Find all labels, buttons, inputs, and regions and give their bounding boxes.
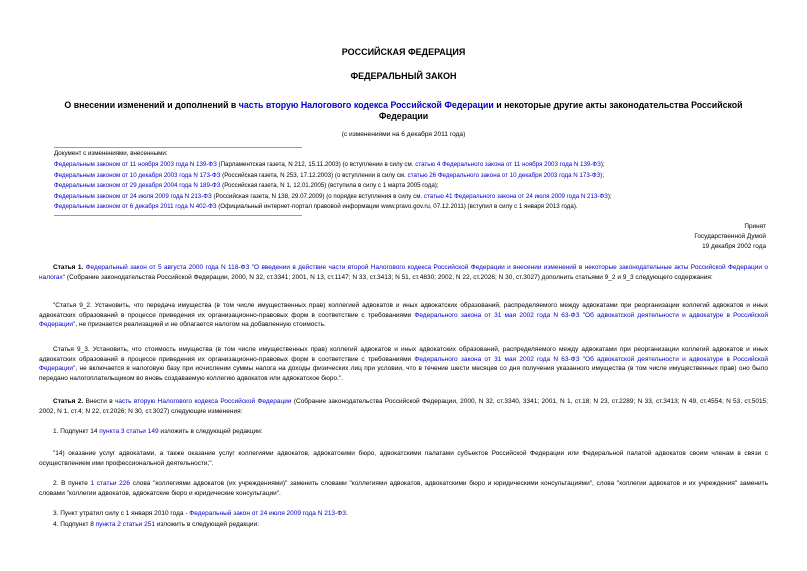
article-9-2-link-law-63[interactable]: Федерального закона от 31 мая 2002 года N 63-ФЗ "Об адвокатской деятельности и адвокатуре в Российской Федерации" (39, 311, 768, 329)
changes-lead: Документ с изменениями, внесенными: (54, 150, 168, 157)
item-3-end: . (346, 510, 348, 517)
item-1-end: изложить в следующей редакции: (158, 428, 263, 435)
change-item (54, 181, 766, 192)
header-country: РОССИЙСКАЯ ФЕДЕРАЦИЯ (341, 47, 466, 57)
article-1-label: Статья 1. (53, 264, 84, 271)
item-2-link[interactable]: 1 статьи 226 (90, 480, 131, 487)
adopted-by: Государственной Думой (694, 233, 766, 240)
adopted-label: Принят (744, 223, 766, 230)
article-2-link-tax-code[interactable]: часть вторую Налогового кодекса Российской Федерации (114, 398, 292, 405)
change-link-secondary[interactable]: статью 26 Федерального закона от 10 декабря 2003 года N 173-ФЗ (407, 171, 601, 179)
item-1 (39, 427, 768, 437)
change-text: (Российская газета, N 253, 17.12.2003) (о вступлении в силу см. (220, 171, 408, 179)
change-end: ); (600, 161, 605, 168)
edition-note: (с изменениями на 6 декабря 2011 года) (341, 131, 466, 138)
change-item (54, 160, 766, 171)
change-text: (Российская газета, N 1, 12.01.2005) (вступила в силу с 1 марта 2005 года); (220, 182, 439, 189)
change-link[interactable]: Федеральным законом от 11 ноября 2003 года N 139-ФЗ (54, 161, 217, 168)
change-item (54, 202, 766, 213)
changes-block (54, 147, 766, 213)
item-1-quote (39, 449, 768, 468)
item-4 (39, 520, 768, 530)
item-3-text: 3. Пункт утратил силу с 1 января 2010 года - (53, 510, 190, 517)
item-1-link[interactable]: пункта 3 статьи 149 (99, 428, 159, 435)
item-4-end: изложить в следующей редакции: (154, 521, 260, 528)
article-1-link-law-118[interactable]: Федеральный закон от 5 августа 2000 года N 118-ФЗ "О введении в действие части второй Налогового кодекса Российской Федерации и внесении изменений в некоторые законодательные акты Российской Федерации о налогах" (39, 264, 768, 281)
adopted-date: 19 декабря 2002 года (702, 243, 766, 250)
change-text: (Российская газета, N 138, 29.07.2009) (о порядке вступления в силу см. (211, 192, 424, 200)
change-link[interactable]: Федеральным законом от 6 декабря 2011 года N 402-ФЗ (54, 203, 217, 210)
item-4-text: 4. Подпункт 8 (53, 521, 96, 528)
article-2-text: (Собрание законодательства Российской Федерации, 2000, N 32, ст.3340, 3341; 2001, N 1, ст.18; N 23, ст.2289; N 33, ст.3413; N 49, ст.4554; N 53, ст.5015; 2002, N 1, ст.4; N 22, ст.2026; N 30, ст.3027) следующие изменения: (39, 398, 768, 415)
title-link-tax-code[interactable]: часть вторую Налогового кодекса Российской Федерации (238, 100, 494, 110)
change-item (54, 192, 766, 203)
change-text: (Официальный интернет-портал правовой информации www.pravo.gov.ru, 07.12.2011) (вступил в силу с 1 января 2013 года). (216, 203, 578, 210)
change-end: ); (600, 171, 605, 179)
change-link-secondary[interactable]: статью 41 Федерального закона от 24 июля 2009 года N 213-ФЗ (423, 192, 608, 200)
article-9-3-link-law-63[interactable]: Федерального закона от 31 мая 2002 года N 63-ФЗ "Об адвокатской деятельности и адвокатуре в Российской Федерации" (39, 355, 768, 373)
article-1-intro (39, 263, 768, 282)
change-item (54, 171, 766, 182)
item-2-end: слова "коллегиями адвокатов (их учреждениями)" заменить словами "коллегиями адвокатов, адвокатскими бюро и юридическими консультациями", слова "коллегии адвокатов и их учреждения" заменить словами "коллегии адвокатов, адвокатские бюро и юридические консультации". (39, 480, 768, 497)
article-9-3-text: Статья 9_3. Установить, что стоимость имущества (в том числе имущественных прав) коллегий адвокатов и иных адвокатских образований, распределяемого между адвокатами при реорганизации коллегий адвокатов и иных адвокатских образований в процессе приведения их организационно-правовых форм в соответствие с требованиями (39, 346, 768, 363)
adoption-block (694, 222, 766, 252)
article-9-2-text: "Статья 9_2. Установить, что передача имущества (в том числе имущественных прав) коллегией адвокатов и иных адвокатских образований, распределяемого между адвокатами при реорганизации коллегий адвокатов и иных адвокатских образований в процессе приведения их организационно-правовых форм в соответствие с требованиями (39, 302, 768, 319)
article-2-intro (39, 397, 768, 416)
change-end: ); (607, 192, 612, 200)
item-2-text: 2. В пункте (53, 480, 91, 487)
quote-14: "14) оказание услуг адвокатами, а также оказание услуг коллегиями адвокатов, адвокатскими бюро, адвокатскими палатами субъектов Российской Федерации или Федеральной палатой адвокатов своим членам в связи с осуществлением ими профессиональной деятельности;". (39, 450, 768, 467)
item-1-text: 1. Подпункт 14 (53, 428, 100, 435)
change-link-secondary[interactable]: статью 4 Федерального закона от 11 ноября 2003 года N 139-ФЗ (415, 161, 601, 168)
document-title (40, 100, 767, 122)
article-9-3-end: , не включается в налоговую базу при исчислении суммы налога на доходы физических лиц при условии, что в течение шести месяцев со дня получения указанного имущества (в том числе имущественных прав) оно было передано налогоплательщиком во вновь создаваемую коллегию адвокатов или адвокатское бюро.". (39, 365, 768, 382)
title-suffix: и некоторые другие акты законодательства Российской Федерации (378, 100, 743, 121)
article-2-pre: Внести в (83, 398, 115, 405)
item-3-link[interactable]: Федеральный закон от 24 июля 2009 года N 213-ФЗ (189, 510, 347, 517)
article-1-text: (Собрание законодательства Российской Федерации, 2000, N 32, ст.3341; 2001, N 13, ст.1147; N 33, ст.3413; N 51, ст.4830; 2002, N 22, ст.2026; N 30, ст.3027) дополнить статьями 9_2 и 9_3 следующего содержания: (65, 273, 713, 281)
change-link[interactable]: Федеральным законом от 24 июля 2009 года N 213-ФЗ (54, 192, 212, 200)
item-2 (39, 479, 768, 498)
article-9-3 (39, 345, 768, 383)
item-4-link[interactable]: пункта 2 статьи 251 (95, 521, 155, 528)
change-link[interactable]: Федеральным законом от 10 декабря 2003 года N 173-ФЗ (54, 171, 221, 179)
divider-bottom (54, 215, 302, 216)
header-law-type: ФЕДЕРАЛЬНЫЙ ЗАКОН (350, 71, 457, 81)
article-9-2 (39, 301, 768, 330)
title-prefix: О внесении изменений и дополнений в (64, 100, 239, 110)
change-link[interactable]: Федеральным законом от 29 декабря 2004 года N 189-ФЗ (54, 182, 221, 189)
item-3 (39, 509, 768, 519)
change-text: (Парламентская газета, N 212, 15.11.2003) (о вступлении в силу см. (216, 161, 416, 168)
article-9-2-end: , не признается реализацией и не облагается налогом на добавленную стоимость. (75, 321, 326, 329)
article-2-label: Статья 2. (53, 398, 84, 405)
